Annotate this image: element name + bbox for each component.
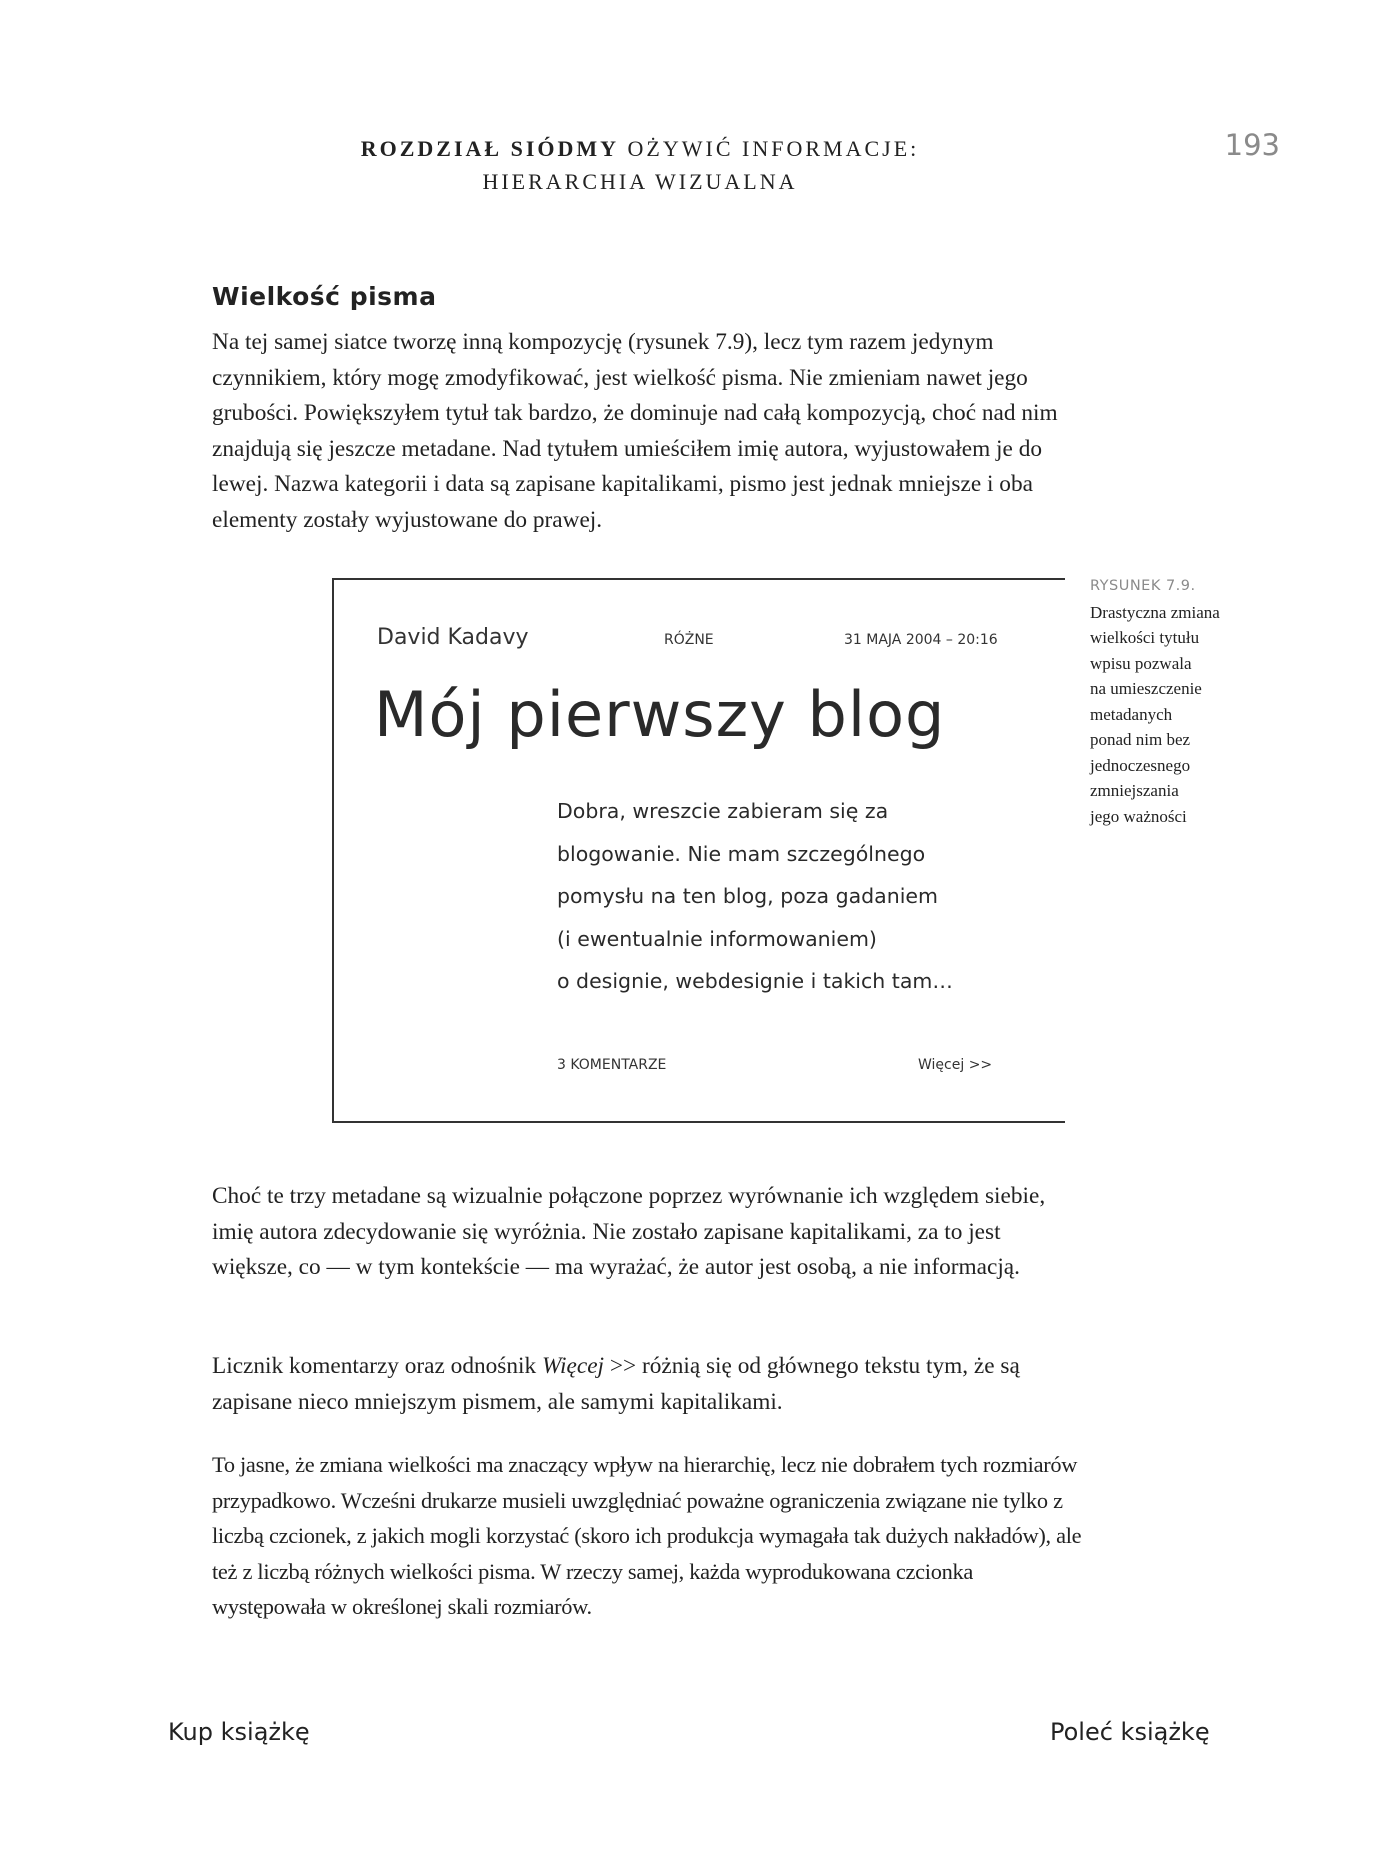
buy-book-link[interactable]: Kup książkę [168, 1718, 310, 1746]
figure-body-line: Dobra, wreszcie zabieram się za [557, 799, 889, 823]
body-paragraph-1: Na tej samej siatce tworzę inną kompozycję (rysunek 7.9), lecz tym razem jedynym czynnikiem, który mogę zmodyfikować, jest wielkość pisma. Nie zmieniam nawet jego grubości. Powiększyłem tytuł tak bardzo, że dominuje nad całą kompozycją, choć nad nim znajdują się jeszcze metadane. Nad tytułem umieściłem imię autora, wyjustowałem je do lewej. Nazwa kategorii i data są zapisane kapitalikami, pismo jest jednak mniejsze i oba elementy zostały wyjustowane do prawej. [212, 329, 1058, 533]
chapter-title-part-2: HIERARCHIA WIZUALNA [482, 169, 798, 194]
body-paragraph-4: To jasne, że zmiana wielkości ma znaczący wpływ na hierarchię, lecz nie dobrałem tych rozmiarów przypadkowo. Wcześni drukarze musieli uwzględniać poważne ograniczenia związane nie tylko z liczbą czcionek, z jakich mogli korzystać (skoro ich produkcja wymagała tak dużych nakładów), ale też z liczbą różnych wielkości pisma. W rzeczy samej, każda wyprodukowana czcionka występowała w określonej skali rozmiarów. [212, 1452, 1082, 1619]
chapter-title-part-1: OŻYWIĆ INFORMACJE: [619, 136, 920, 161]
figure-body-line: blogowanie. Nie mam szczególnego [557, 841, 926, 866]
more-link-reference: Więcej [541, 1353, 605, 1379]
figure-7-9 [332, 578, 1065, 1123]
section-heading: Wielkość pisma [212, 282, 437, 311]
caption-line: na umieszczenie [1090, 679, 1202, 698]
page-number: 193 [1224, 128, 1280, 162]
body-paragraph-2: Choć te trzy metadane są wizualnie połączone poprzez wyrównanie ich względem siebie, imię autora zdecydowanie się wyróżnia. Nie zostało zapisane kapitalikami, za to jest większe, co — w tym kontekście — ma wyrażać, że autor jest osobą, a nie informacją. [212, 1183, 1046, 1280]
caption-line: wpisu pozwala [1090, 653, 1192, 673]
figure-body-line: o designie, webdesignie i takich tam… [557, 969, 953, 993]
caption-line: ponad nim bez [1090, 730, 1191, 749]
caption-line: jednoczesnego [1090, 755, 1191, 775]
figure-caption [1090, 574, 1260, 829]
running-head [300, 132, 980, 198]
running-head-line-1 [300, 132, 980, 165]
figure-body-line: (i ewentualnie informowaniem) [557, 926, 877, 951]
recommend-book-link[interactable]: Poleć książkę [1050, 1718, 1210, 1746]
figure-comments-count: 3 KOMENTARZE [557, 1057, 667, 1073]
body-paragraph-3 [212, 1349, 1082, 1420]
figure-more-link: Więcej >> [918, 1057, 993, 1073]
caption-line: metadanych [1090, 704, 1173, 724]
caption-line: wielkości tytułu [1090, 628, 1200, 647]
caption-line: jego ważności [1090, 806, 1187, 826]
figure-category: RÓŻNE [664, 632, 714, 648]
caption-label: RYSUNEK 7.9. [1090, 578, 1196, 594]
caption-line: Drastyczna zmiana [1090, 602, 1220, 622]
figure-body-text [557, 790, 1037, 1003]
paragraph-3-text-end: >> różnią się od głównego tekstu tym, że są zapisane nieco mniejszym pismem, ale samymi kapitalikami. [212, 1353, 1020, 1415]
chapter-label: ROZDZIAŁ SIÓDMY [360, 136, 620, 161]
figure-blog-title: Mój pierwszy blog [374, 678, 946, 751]
figure-body-line: pomysłu na ten blog, poza gadaniem [557, 884, 939, 908]
caption-line: zmniejszania [1090, 781, 1179, 800]
figure-author: David Kadavy [377, 625, 529, 650]
paragraph-3-text-start: Licznik komentarzy oraz odnośnik [212, 1353, 542, 1379]
figure-date: 31 MAJA 2004 – 20:16 [844, 632, 998, 648]
